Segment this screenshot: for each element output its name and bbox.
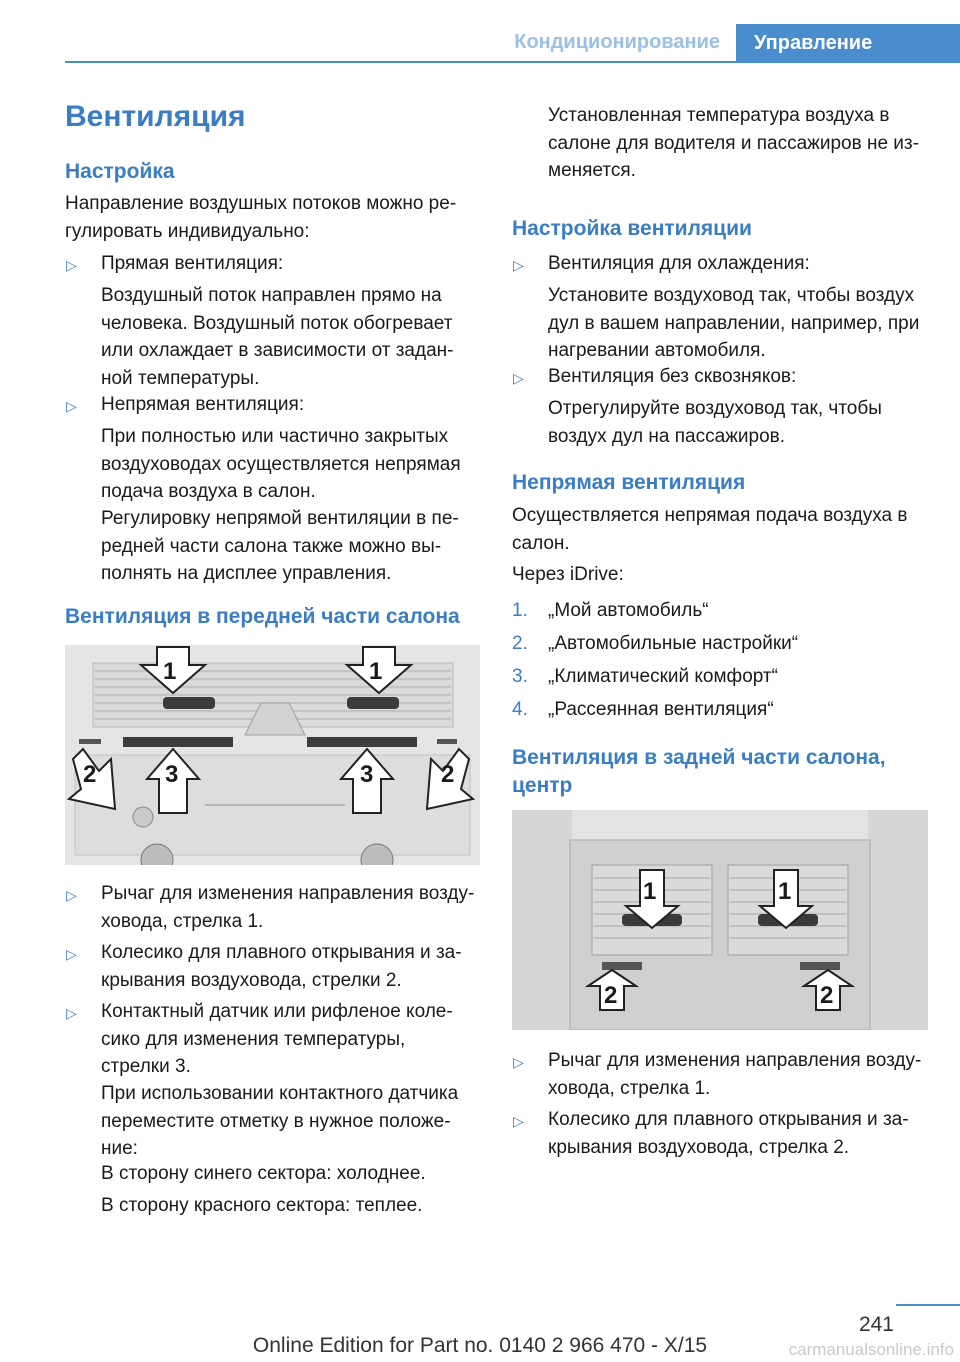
header-rule xyxy=(65,61,960,63)
front-blue-text: В сторону синего сектора: холоднее. xyxy=(101,1163,426,1184)
front-sensor-more: При использовании контактного датчика переместите отметку в нужное положе- ние: xyxy=(101,1083,459,1159)
indirect-text: Осуществляется непрямая подача воздуха в салон. xyxy=(512,505,908,554)
bullet-icon: ▷ xyxy=(66,398,77,414)
bullet-icon: ▷ xyxy=(66,1005,77,1021)
bullet-direct-text: Воздушный поток направлен прямо на человека. Воздушный поток обогревает или охлаждает в зависимости от задан- ной температуры. xyxy=(101,285,454,389)
step-number: 4. xyxy=(512,699,528,720)
front-sensor-text: Контактный датчик или рифленое коле- сико для изменения температуры, стрелки 3. xyxy=(101,1001,453,1077)
step-text: „Рассеянная вентиляция“ xyxy=(548,699,774,720)
step-text: „Мой автомобиль“ xyxy=(548,600,709,621)
arrow-label: 1 xyxy=(643,878,657,905)
step-text: „Автомобильные настройки“ xyxy=(548,633,799,654)
front-wheel-text: Колесико для плавного открывания и за- крывания воздуховода, стрелки 2. xyxy=(101,942,462,991)
step-text: „Климатический комфорт“ xyxy=(548,666,778,687)
header-chapter: Кондиционирование xyxy=(514,31,720,53)
rear-vents-figure xyxy=(512,810,928,1030)
continued-text: Установленная температура воздуха в салоне для водителя и пассажиров не из- меняется. xyxy=(548,105,919,181)
arrow-label: 3 xyxy=(360,761,374,788)
rear-heading: Вентиляция в задней части салона, центр xyxy=(512,746,886,797)
arrow-label: 3 xyxy=(165,761,179,788)
rear-lever-text: Рычаг для изменения направления возду- ховода, стрелка 1. xyxy=(548,1050,922,1099)
edition-line: Online Edition for Part no. 0140 2 966 470 - X/15 xyxy=(252,1334,708,1357)
bullet-icon: ▷ xyxy=(513,1054,524,1070)
bullet-indirect-text: При полностью или частично закрытых воздуховодах осуществляется непрямая подача воздуха в салон. xyxy=(101,426,461,502)
arrow-label: 1 xyxy=(369,658,383,685)
bullet-icon: ▷ xyxy=(66,946,77,962)
bullet-icon: ▷ xyxy=(66,887,77,903)
front-red-text: В сторону красного сектора: теплее. xyxy=(101,1195,423,1216)
bullet-icon: ▷ xyxy=(513,257,524,273)
arrow-label: 2 xyxy=(820,982,834,1009)
step-number: 2. xyxy=(512,633,528,654)
via-idrive: Через iDrive: xyxy=(512,564,624,585)
bullet-icon: ▷ xyxy=(66,257,77,273)
setup-heading: Настройка xyxy=(65,160,175,183)
adjust-cooling-title: Вентиляция для охлаждения: xyxy=(548,253,810,274)
arrow-label: 1 xyxy=(778,878,792,905)
front-vents-figure xyxy=(65,645,480,865)
bullet-indirect-title: Непрямая вентиляция: xyxy=(101,394,305,415)
footer-rule xyxy=(896,1304,960,1306)
page-number: 241 xyxy=(858,1313,894,1336)
arrow-label: 1 xyxy=(163,658,177,685)
bullet-icon: ▷ xyxy=(513,1113,524,1129)
bullet-icon: ▷ xyxy=(513,370,524,386)
indirect-heading: Непрямая вентиляция xyxy=(512,471,746,494)
arrow-label: 2 xyxy=(604,982,618,1009)
adjust-nodraft-text: Отрегулируйте воздуховод так, чтобы воздух дул на пассажиров. xyxy=(548,398,882,447)
step-number: 1. xyxy=(512,600,528,621)
header-section: Управление xyxy=(736,24,960,63)
arrow-label: 2 xyxy=(441,761,455,788)
adjust-nodraft-title: Вентиляция без сквозняков: xyxy=(548,366,797,387)
bullet-direct-title: Прямая вентиляция: xyxy=(101,253,284,274)
rear-wheel-text: Колесико для плавного открывания и за- крывания воздуховода, стрелка 2. xyxy=(548,1109,909,1158)
setup-intro: Направление воздушных потоков можно ре- гулировать индивидуально: xyxy=(65,193,457,242)
watermark: carmanualsonline.info xyxy=(788,1340,954,1359)
front-lever-text: Рычаг для изменения направления возду- ховода, стрелка 1. xyxy=(101,883,475,932)
step-number: 3. xyxy=(512,666,528,687)
adjust-heading: Настройка вентиляции xyxy=(512,217,752,240)
front-heading: Вентиляция в передней части салона xyxy=(65,605,460,628)
arrow-label: 2 xyxy=(83,761,97,788)
bullet-indirect-text2: Регулировку непрямой вентиляции в пе- редней части салона также можно вы- полнять на дисплее управления. xyxy=(101,508,459,584)
adjust-cooling-text: Установите воздуховод так, чтобы воздух дул в вашем направлении, например, при нагревании автомобиля. xyxy=(548,285,920,361)
page-title: Вентиляция xyxy=(65,100,246,133)
